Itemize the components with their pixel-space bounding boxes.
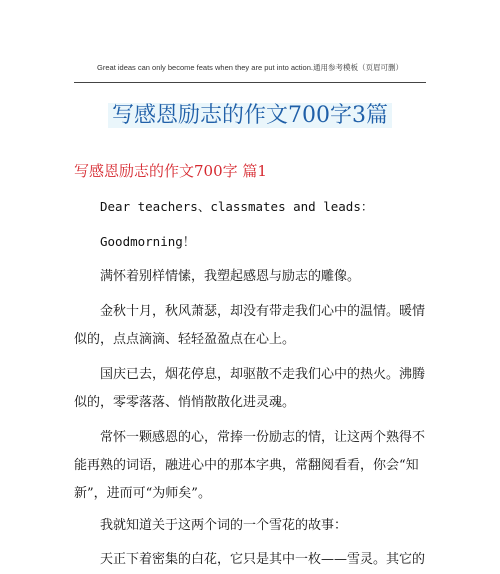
- paragraph-3: 国庆已去，烟花停息，却驱散不走我们心中的热火。沸腾似的，零零落落、悄悄散散化进灵魂。: [74, 367, 426, 410]
- document-title: 写感恩励志的作文700字3篇: [0, 98, 500, 129]
- paragraph-4: 常怀一颗感恩的心，常捧一份励志的情，让这两个熟得不能再熟的词语，融进心中的那本字典，常翻阅看看，你会“知新”，进而可“为师矣”。: [74, 430, 426, 501]
- page-header: Great ideas can only become feats when they are put into action.通用参考模板（页眉可删）: [97, 63, 403, 72]
- paragraph-2: 金秋十月，秋风萧瑟，却没有带走我们心中的温情。暖情似的，点点滴滴、轻轻盈盈点在心上。: [74, 304, 426, 347]
- paragraph-good-morning: Goodmorning！: [100, 234, 196, 249]
- paragraph-greeting: Dear teachers、classmates and leads：: [100, 199, 374, 214]
- section-heading: 写感恩励志的作文700字 篇1: [74, 162, 267, 180]
- paragraph-1: 满怀着别样情愫，我塑起感恩与励志的雕像。: [100, 269, 361, 284]
- header-divider: [74, 82, 426, 83]
- paragraph-5: 我就知道关于这两个词的一个雪花的故事：: [100, 518, 348, 533]
- paragraph-6: 天正下着密集的白花，它只是其中一枚——雪灵。其它的: [100, 552, 426, 567]
